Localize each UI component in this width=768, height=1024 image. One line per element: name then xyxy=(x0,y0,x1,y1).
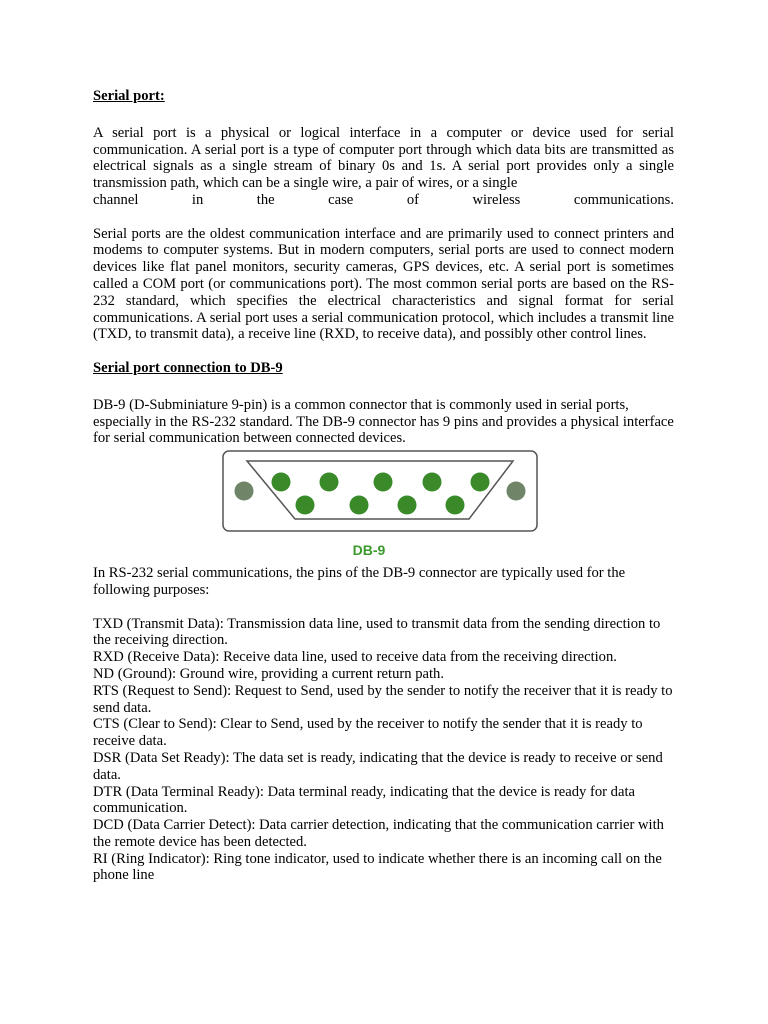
pin-definition-rts: RTS (Request to Send): Request to Send, used by the sender to notify the receiver that it is ready to send data. xyxy=(93,682,673,716)
pin-3 xyxy=(374,473,393,492)
paragraph-main-text: A serial port is a physical or logical interface in a computer or device used for serial communication. A serial port is a type of computer port through which data bits are transmitted as electrical signals as a single stream of binary 0s and 1s. A serial port provides only a single transmission path, which can be a single wire, a pair of wires, or a single xyxy=(93,124,674,192)
paragraph-serial-port-definition xyxy=(93,125,674,192)
pin-definition-list xyxy=(93,616,674,885)
pin-definition-rxd: RXD (Receive Data): Receive data line, used to receive data from the receiving direction. xyxy=(93,649,617,666)
pin-8 xyxy=(398,496,417,515)
mounting-hole-left xyxy=(235,482,254,501)
pin-definition-dsr: DSR (Data Set Ready): The data set is ready, indicating that the device is ready to receive or send data. xyxy=(93,749,663,783)
pin-7 xyxy=(350,496,369,515)
pin-definition-dtr: DTR (Data Terminal Ready): Data terminal ready, indicating that the device is ready for data communication. xyxy=(93,783,635,817)
document-page xyxy=(93,88,674,884)
pin-definition-txd: TXD (Transmit Data): Transmission data line, used to transmit data from the sending direction to the receiving direction. xyxy=(93,615,661,649)
db9-connector-figure xyxy=(93,449,674,565)
paragraph-last-line: channel in the case of wireless communications. xyxy=(93,191,674,208)
paragraph-db9-description: DB-9 (D-Subminiature 9-pin) is a common connector that is commonly used in serial ports, especially in the RS-232 standard. The DB-9 connector has 9 pins and provides a physical interface for serial communication between connected devices. xyxy=(93,396,674,447)
pin-6 xyxy=(296,496,315,515)
pin-definition-nd: ND (Ground): Ground wire, providing a current return path. xyxy=(93,665,444,682)
section-heading-db9: Serial port connection to DB-9 xyxy=(93,359,283,376)
pin-9 xyxy=(446,496,465,515)
pin-definition-cts: CTS (Clear to Send): Clear to Send, used by the receiver to notify the sender that it is ready to receive data. xyxy=(93,716,643,750)
pin-4 xyxy=(423,473,442,492)
pin-2 xyxy=(320,473,339,492)
paragraph-serial-port-usage: Serial ports are the oldest communication interface and are primarily used to connect printers and modems to computer systems. But in modern computers, serial ports are used to connect modern devices like flat panel monitors, security cameras, GPS devices, etc. A serial port is sometimes called a COM port (or communications port). The most common serial ports are based on the RS-232 standard, which specifies the electrical characteristics and signal format for serial communications. A serial port uses a serial communication protocol, which includes a transmit line (TXD, to transmit data), a receive line (RXD, to receive data), and possibly other control lines. xyxy=(93,225,674,343)
db9-connector-diagram xyxy=(217,449,547,565)
figure-label: DB-9 xyxy=(352,542,386,559)
pin-1 xyxy=(272,473,291,492)
mounting-hole-right xyxy=(507,482,526,501)
paragraph-pin-purposes-intro: In RS-232 serial communications, the pins of the DB-9 connector are typically used for the following purposes: xyxy=(93,565,626,598)
pin-definition-dcd: DCD (Data Carrier Detect): Data carrier detection, indicating that the communication carrier with the remote device has been detected. xyxy=(93,817,664,850)
section-heading-serial-port: Serial port: xyxy=(93,88,165,104)
pin-5 xyxy=(471,473,490,492)
pin-definition-ri: RI (Ring Indicator): Ring tone indicator, used to indicate whether there is an incoming call on the phone line xyxy=(93,850,662,884)
